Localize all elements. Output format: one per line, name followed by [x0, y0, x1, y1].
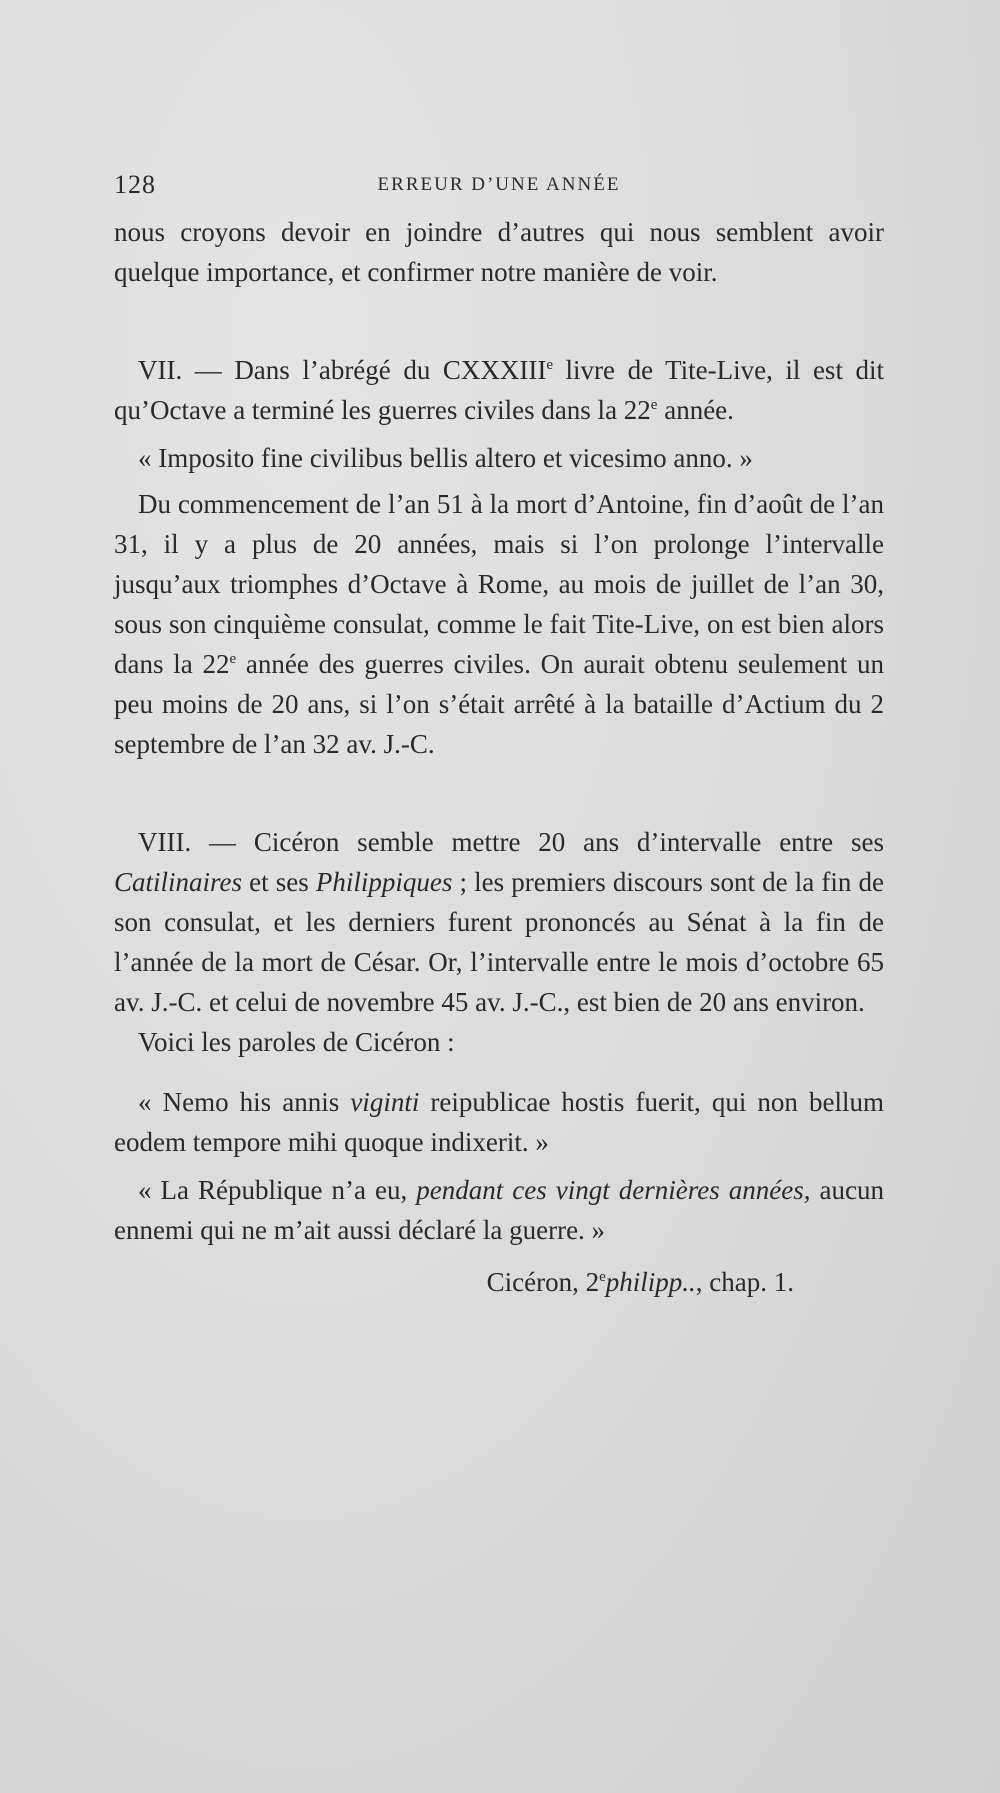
section-vii-commentary [114, 484, 884, 764]
french-translation [114, 1170, 884, 1250]
citation-work: philipp.. [605, 1267, 696, 1297]
commentary-text-cont: année des guerres civiles. On aurait obtenu seulement un peu moins de 20 ans, si l’on s’était arrêté à la bataille d’Actium du 2 septembre de l’an 32 av. J.-C. [114, 649, 884, 759]
title-catilinaires: Catilinaires [114, 867, 243, 897]
citation-author: Cicéron, 2 [486, 1267, 600, 1297]
latin-text-cont: reipublicae hostis fuerit, qui non bellum eodem tempore mihi quoque indixerit. » [114, 1087, 884, 1157]
conjunction: et ses [242, 867, 316, 897]
page-number: 128 [114, 170, 156, 199]
commentary-text: Du commencement de l’an 51 à la mort d’Antoine, fin d’août de l’an 31, il y a plus de 20 années, mais si l’on prolonge l’intervalle jusqu’aux triomphes d’Octave à Rome, au mois de juillet de l’an 30, sous son cinquième consulat, comme le fait Tite-Live, on est bien alors dans la 22 [114, 489, 884, 679]
french-emphasis: pendant ces vingt dernières années, [416, 1175, 811, 1205]
latin-quote-cicero [114, 1082, 884, 1162]
latin-quote-livy: « Imposito fine civilibus bellis altero et vicesimo anno. » [138, 443, 753, 473]
opening-paragraph: nous croyons devoir en joindre d’autres qui nous semblent avoir quelque importance, et confirmer notre manière de voir. [114, 217, 884, 287]
latin-emphasis: viginti [350, 1087, 420, 1117]
running-title: ERREUR D’UNE ANNÉE [377, 174, 621, 195]
superscript: e [599, 1269, 606, 1285]
french-text: « La République n’a eu, [138, 1175, 417, 1205]
section-vii-end: année. [657, 395, 734, 425]
section-viii-lead: VIII. — Cicéron semble mettre 20 ans d’intervalle entre ses [138, 827, 884, 857]
citation [114, 1262, 884, 1302]
section-vii-paragraph [114, 350, 884, 430]
latin-text: « Nemo his annis [138, 1087, 351, 1117]
superscript: e [229, 651, 237, 667]
title-philippiques: Philippiques [315, 867, 453, 897]
section-vii-lead: VII. — Dans l’abrégé du CXXXIII [138, 355, 547, 385]
quote-intro: Voici les paroles de Cicéron : [138, 1027, 455, 1057]
french-text-cont: aucun ennemi qui ne m’ait aussi déclaré la guerre. » [114, 1175, 885, 1245]
superscript: e [650, 397, 658, 413]
superscript: e [546, 357, 554, 373]
section-viii-rest: ; les premiers discours sont de la fin de son consulat, et les derniers furent prononcés au Sénat à la fin de l’année de la mort de César. Or, l’intervalle entre le mois d’octobre 65 av. J.-C. et celui de novembre 45 av. J.-C., est bien de 20 ans environ. [114, 867, 885, 1017]
citation-chapter: , chap. 1. [695, 1267, 794, 1297]
section-vii-mid: livre de Tite-Live, il est dit qu’Octave a terminé les guerres civiles dans la 22 [114, 355, 884, 425]
section-viii-paragraph [114, 822, 884, 1022]
running-head [114, 170, 884, 200]
body-text [114, 212, 884, 1302]
